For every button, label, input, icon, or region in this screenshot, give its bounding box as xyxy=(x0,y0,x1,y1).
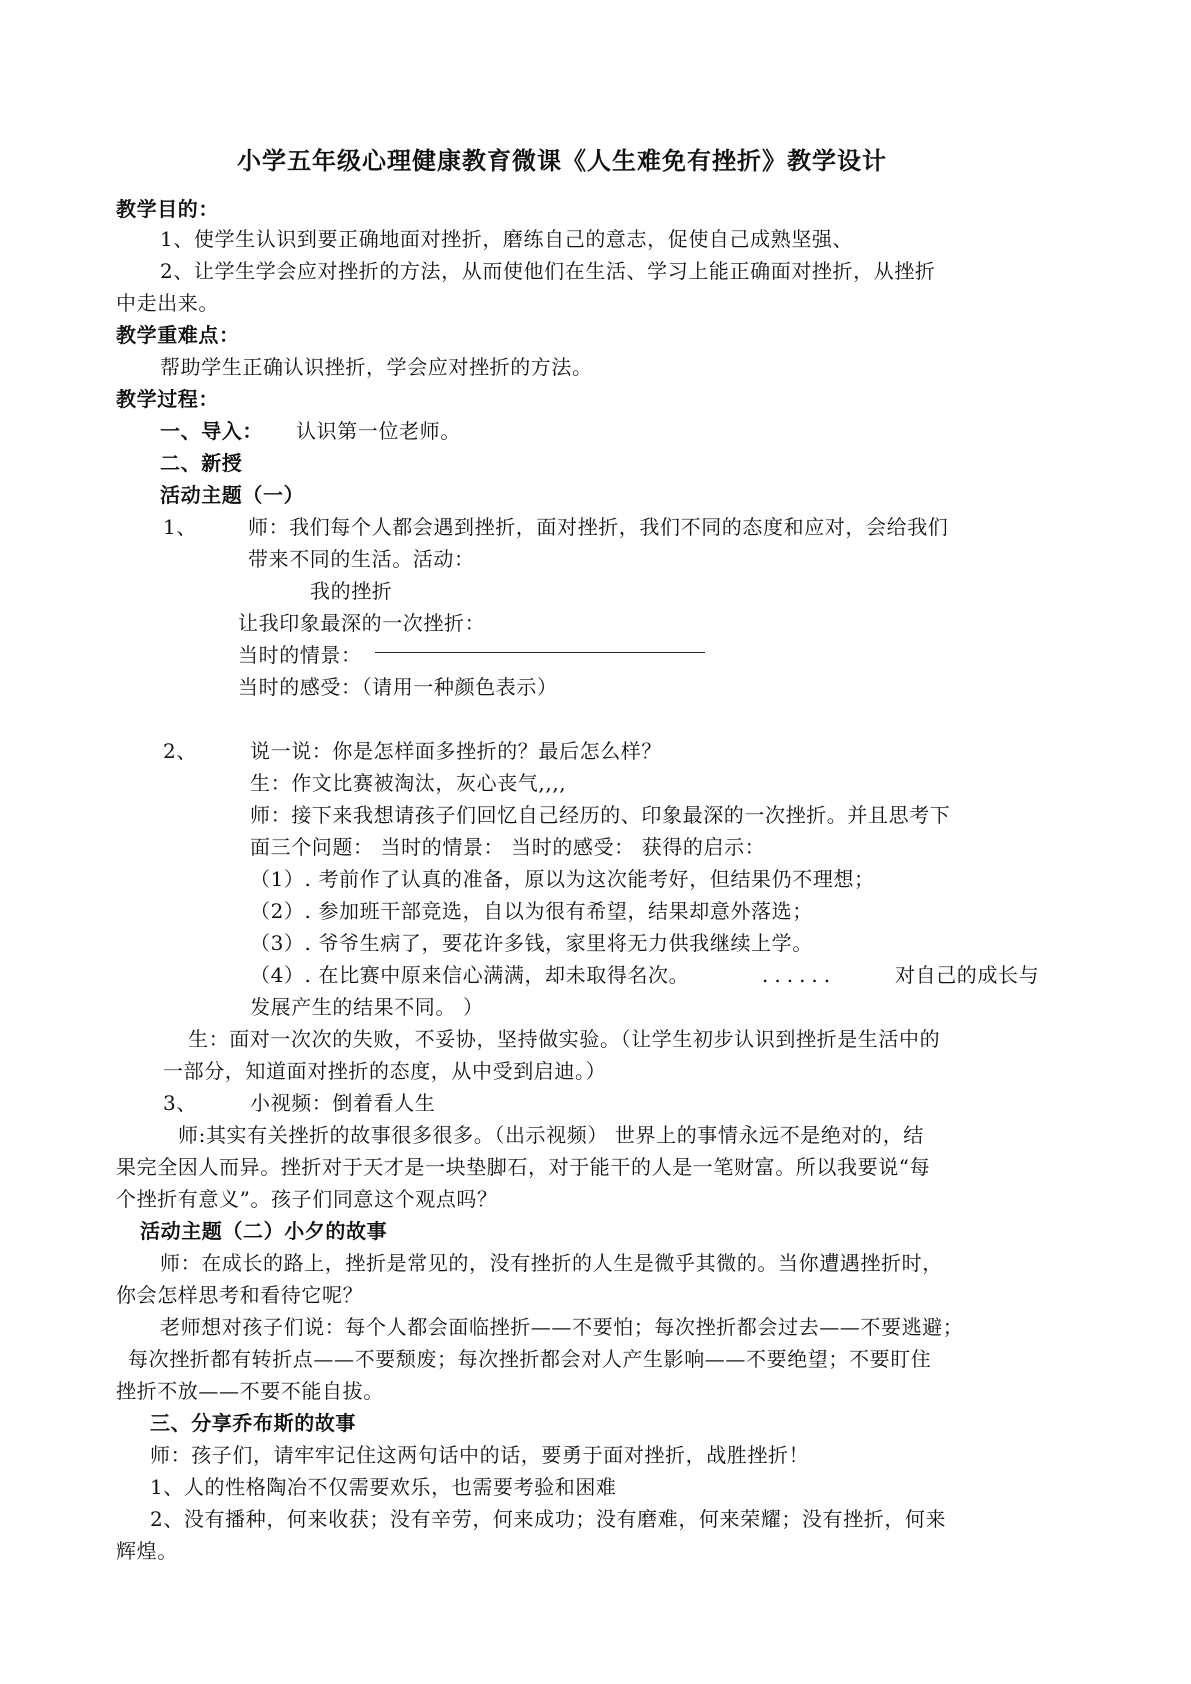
step-2-student-answer-cont: 一部分，知道面对挫折的态度，从中受到启迪。） xyxy=(163,1059,607,1083)
step-2-line-2: 生：作文比赛被淘汰，灰心丧气,,,, xyxy=(250,771,567,795)
step-2-line-4: 面三个问题： 当时的情景： 当时的感受： 获得的启示： xyxy=(250,835,766,859)
step-1-prompt: 让我印象最深的一次挫折： xyxy=(238,611,486,635)
step-2-example-2: （2）. 参加班干部竞选，自以为很有希望，结果却意外落选； xyxy=(250,899,813,923)
theme-2-line-2: 你会怎样思考和看待它呢？ xyxy=(116,1283,364,1307)
activity-theme-2-label: 活动主题（二）小夕的故事 xyxy=(140,1219,388,1243)
step-2-example-4: （4）. 在比赛中原来信心满满，却未取得名次。 xyxy=(250,963,690,987)
section-three-label: 三、分享乔布斯的故事 xyxy=(150,1411,356,1435)
key-points-text: 帮助学生正确认识挫折，学会应对挫折的方法。 xyxy=(160,355,593,379)
theme-2-line-1: 师：在成长的路上，挫折是常见的，没有挫折的人生是微乎其微的。当你遭遇挫折时， xyxy=(160,1251,943,1275)
section-three-line-3: 2、没有播种，何来收获；没有辛劳，何来成功；没有磨难，何来荣耀；没有挫折，何来 xyxy=(150,1507,947,1531)
step-1-line-1: 师：我们每个人都会遇到挫折，面对挫折，我们不同的态度和应对，会给我们 xyxy=(248,515,949,539)
step-2-line-1: 说一说：你是怎样面多挫折的？最后怎么样？ xyxy=(250,739,662,763)
step-2-example-4-end: 对自己的成长与 xyxy=(895,963,1040,987)
step-2-number: 2、 xyxy=(163,739,197,763)
step-2-line-result: 发展产生的结果不同。 ） xyxy=(250,995,484,1019)
step-2-line-3: 师：接下来我想请孩子们回忆自己经历的、印象最深的一次挫折。并且思考下 xyxy=(250,803,951,827)
step-2-student-answer: 生：面对一次次的失败，不妥协，坚持做实验。（让学生初步认识到挫折是生活中的 xyxy=(188,1027,941,1051)
step-1-activity-title: 我的挫折 xyxy=(310,579,393,603)
step-2-ellipsis: ...... xyxy=(762,963,837,987)
theme-2-line-4: 每次挫折都有转折点——不要颓废；每次挫折都会对人产生影响——不要绝望；不要盯住 xyxy=(128,1347,932,1371)
step-1-situation-label: 当时的情景： xyxy=(238,643,362,667)
step-3-line-2: 果完全因人而异。挫折对于天才是一块垫脚石，对于能干的人是一笔财富。所以我要说“每 xyxy=(116,1155,931,1179)
step-1-feeling-label: 当时的感受：（请用一种颜色表示） xyxy=(238,675,558,699)
intro-label: 一、导入： xyxy=(160,419,263,443)
goal-2-line-1: 2、让学生学会应对挫折的方法，从而使他们在生活、学习上能正确面对挫折，从挫折 xyxy=(160,259,936,283)
section-three-line-1: 师：孩子们，请牢牢记住这两句话中的话，要勇于面对挫折，战胜挫折！ xyxy=(150,1443,810,1467)
process-heading: 教学过程： xyxy=(116,387,219,411)
goals-heading: 教学目的： xyxy=(116,197,219,221)
goal-1: 1、使学生认识到要正确地面对挫折，磨练自己的意志，促使自己成熟坚强、 xyxy=(160,227,854,251)
page-title: 小学五年级心理健康教育微课《人生难免有挫折》教学设计 xyxy=(237,146,887,175)
new-lesson-label: 二、新授 xyxy=(160,451,243,475)
section-three-line-2: 1、人的性格陶冶不仅需要欢乐，也需要考验和困难 xyxy=(150,1475,617,1499)
situation-fill-in-line xyxy=(375,652,705,653)
key-points-heading: 教学重难点： xyxy=(116,323,240,347)
theme-2-line-5: 挫折不放——不要不能自拔。 xyxy=(116,1379,384,1403)
step-2-example-3: （3）. 爷爷生病了，要花许多钱，家里将无力供我继续上学。 xyxy=(250,931,813,955)
intro-text: 认识第一位老师。 xyxy=(296,419,461,443)
step-3-line-3: 个挫折有意义”。孩子们同意这个观点吗？ xyxy=(116,1187,498,1211)
step-1-number: 1、 xyxy=(163,515,197,539)
goal-2-line-2: 中走出来。 xyxy=(116,291,219,315)
step-1-line-2: 带来不同的生活。活动： xyxy=(248,547,475,571)
activity-theme-1-label: 活动主题（一） xyxy=(160,483,305,507)
section-three-line-4: 辉煌。 xyxy=(116,1539,178,1563)
step-2-example-1: （1）. 考前作了认真的准备，原以为这次能考好，但结果仍不理想； xyxy=(250,867,875,891)
step-3-number: 3、 xyxy=(163,1091,197,1115)
step-3-line-1: 师:其实有关挫折的故事很多很多。（出示视频） 世界上的事情永远不是绝对的，结 xyxy=(178,1123,924,1147)
step-3-title: 小视频：倒着看人生 xyxy=(250,1091,436,1115)
theme-2-line-3: 老师想对孩子们说：每个人都会面临挫折——不要怕；每次挫折都会过去——不要逃避； xyxy=(160,1315,964,1339)
